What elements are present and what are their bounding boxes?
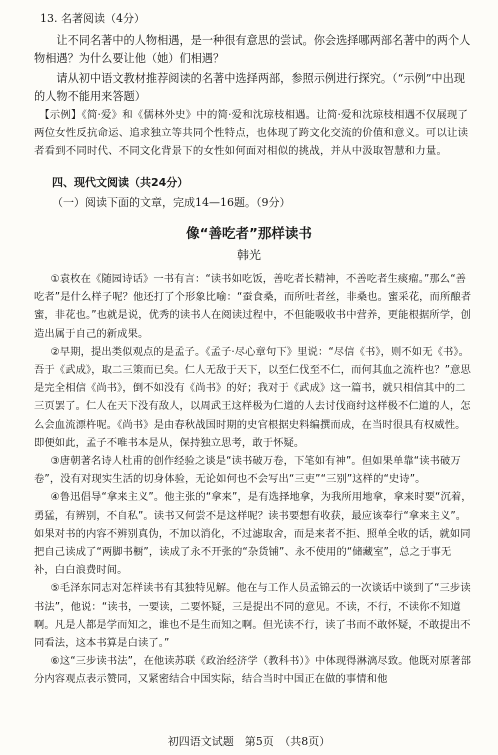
article-body [34, 270, 472, 689]
article-title: 像“善吃者”那样读书 [186, 226, 312, 242]
question-13-instruction: 请从初中语文教材推荐阅读的名著中选择两部，参照示例进行探究。（“示例”中出现的人物不能用来答题） [34, 72, 465, 103]
question-13-heading: 13. 名著阅读（4分） [40, 12, 145, 25]
article-paragraph-1: ①袁枚在《随园诗话》一书有言：“读书如吃饭，善吃者长精神，不善吃者生痰瘤。”那么“善吃者”是什么样子呢？他还打了个形象比喻：“蚕食桑，而所吐者丝，非桑也。蜜采花，而所酿者蜜，非花也。”也就是说，优秀的读书人在阅读过程中，不但能吸收书中营养，更能根据所学，创造出属于自己的新成果。 [34, 273, 472, 340]
question-13-example: 【示例】《简·爱》和《儒林外史》中的简·爱和沈琼枝相遇。让简·爱和沈琼枝相遇不仅展现了两位女性反抗命运、追求独立等共同个性特点，也体现了跨文化交流的价值和意义。可以让读者看到不同时代、不同文化背景下的女性如何面对相似的挑战，并从中汲取智慧和力量。 [34, 109, 469, 157]
article-paragraph-3: ③唐朝著名诗人杜甫的创作经验之谈是“读书破万卷，下笔如有神”。但如果单靠“读书破万卷”，没有对现实生活的切身体验，无论如何也不会写出“三吏”“三别”这样的“史诗”。 [34, 455, 461, 486]
article-paragraph-6: ⑥这“三步读书法”，在他读苏联《政治经济学（教科书）》中体现得淋漓尽致。他既对原著部分内容观点表示赞同，又紧密结合中国实际，结合当时中国正在做的事情和他 [34, 655, 471, 686]
article-paragraph-5: ⑤毛泽东同志对怎样读书有其独特见解。他在与工作人员孟锦云的一次谈话中谈到了“三步读书法”，他说：“读书，一要读，二要怀疑，三是提出不同的意见。不读，不行，不读你不知道啊。凡是人都是学而知之，谁也不是生而知之啊。但光读不行，读了书而不敢怀疑，不敢提出不同看法，这本书算是白读了。” [34, 582, 471, 650]
page-footer: 初四语文试题 第5页 （共8页） [167, 735, 331, 748]
article-author: 韩光 [236, 248, 261, 262]
article-paragraph-4: ④鲁迅倡导“拿来主义”。他主张的“拿来”，是有选择地拿，为我所用地拿，拿来时要“沉着，勇猛，有辨别，不自私”。读书又何尝不是这样呢？读书要想有收获，最应该奉行“拿来主义”。如果对书的内容不辨别真伪，不加以消化，不过滤取舍，而是来者不拒、照单全收的话，就如同把自己读成了“两脚书橱”，读成了永不开张的“杂货铺”、永不使用的“储藏室”，总之于事无补，白白浪费时间。 [34, 491, 472, 577]
article-paragraph-2: ②早期，提出类似观点的是孟子。《孟子·尽心章句下》里说：“尽信《书》，则不如无《书》。吾于《武成》，取二三策而已矣。仁人无敌于天下，以至仁伐至不仁，而何其血之流杵也？”意思是完全相信《尚书》，倒不如没有《尚书》的好；我对于《武成》这一篇书，就只相信其中的二三页罢了。仁人在天下没有敌人，以周武王这样极为仁道的人去讨伐商纣这样极不仁道的人，怎么会血流漂杵呢。《尚书》是由春秋战国时期的史官根据史料编撰而成，在当时很具有权威性。即便如此，孟子不唯书本是从，保持独立思考，敢于怀疑。 [34, 345, 471, 449]
question-13-prompt: 让不同名著中的人物相遇，是一种很有意思的尝试。你会选择哪两部名著中的两个人物相遇？为什么要让他（她）们相遇？ [34, 34, 471, 65]
section-4-part-1-instruction: （一）阅读下面的文章，完成14—16题。（9分） [52, 196, 291, 209]
section-4-heading: 四、现代文阅读（共24分） [52, 176, 189, 189]
